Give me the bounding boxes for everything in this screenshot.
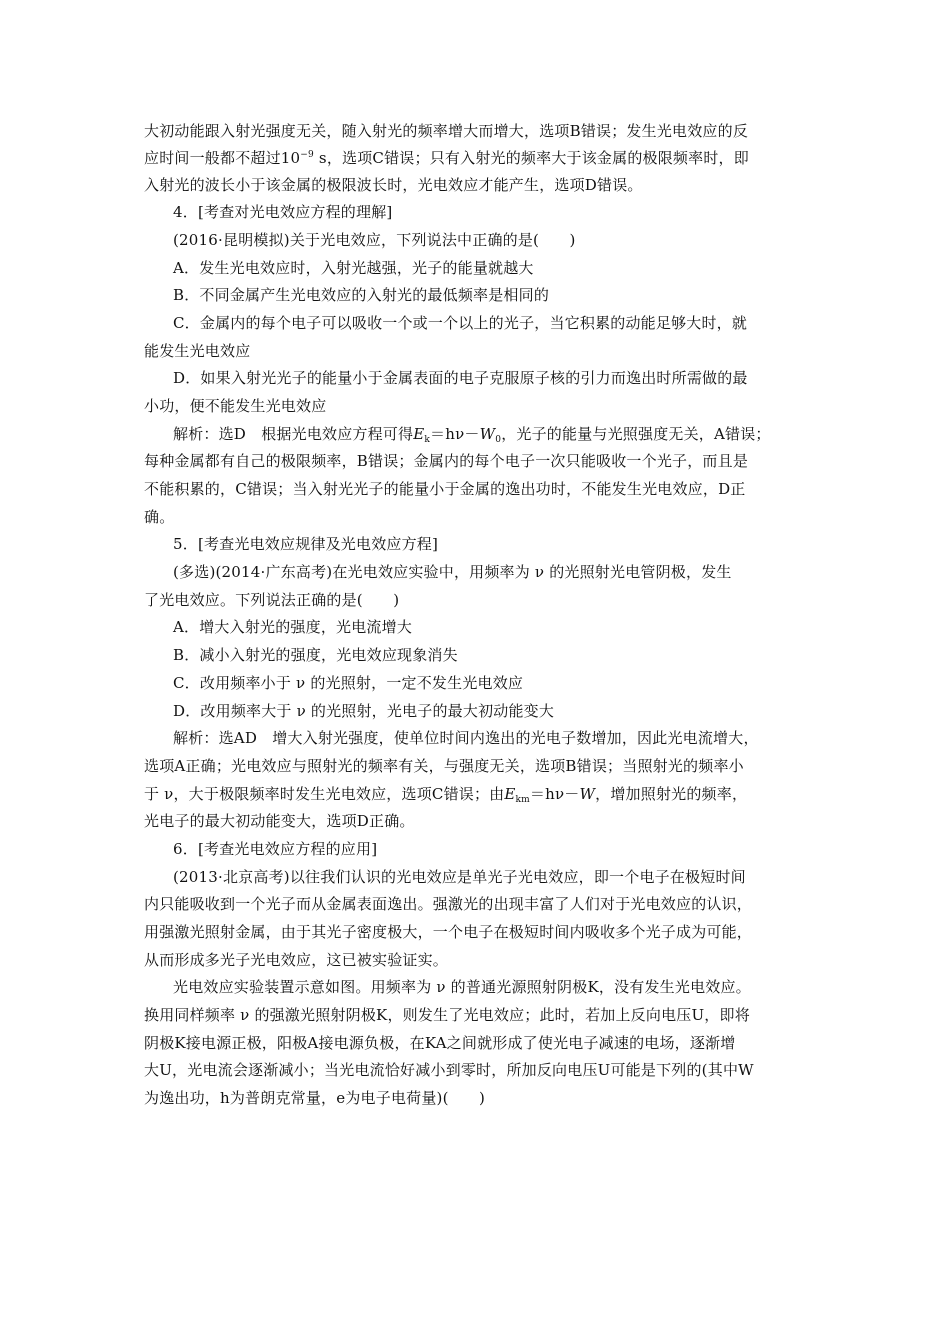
- question-4-answer: [173, 424, 824, 444]
- question-5-stem: (多选)(2014·广东高考)在光电效应实验中，用频率为 ν 的光照射光电管阴极，发生: [173, 563, 732, 581]
- text-fragment: 于 ν，大于极限频率时发生光电效应，选项C错误；由: [144, 785, 505, 803]
- question-4-stem: (2016·昆明模拟)关于光电效应，下列说法中正确的是( ): [173, 231, 576, 249]
- text-fragment: ，光子的能量与光照强度无关，A错误；: [501, 425, 771, 443]
- text-line: 入射光的波长小于该金属的极限波长时，光电效应才能产生，选项D错误。: [144, 176, 643, 194]
- question-4-option-a: A．发生光电效应时，入射光越强，光子的能量就越大: [173, 259, 534, 277]
- question-5-option-d: D．改用频率大于 ν 的光照射，光电子的最大初动能变大: [173, 702, 555, 720]
- question-6-paragraph-2-cont: 为逸出功，h为普朗克常量，e为电子电荷量)( ): [144, 1089, 486, 1107]
- text-fragment: ＝hν－: [529, 785, 580, 803]
- question-6-paragraph-2: 光电效应实验装置示意如图。用频率为 ν 的普通光源照射阴极K，没有发生光电效应。: [173, 978, 751, 996]
- symbol-w: W: [479, 425, 496, 443]
- question-6-paragraph-2-cont: 大U，光电流会逐渐减小；当光电流恰好减小到零时，所加反向电压U可能是下列的(其中W: [144, 1061, 754, 1079]
- question-4-answer-cont: 不能积累的，C错误；当入射光光子的能量小于金属的逸出功时，不能发生光电效应，D正: [144, 480, 746, 498]
- question-4-option-d-cont: 小功，便不能发生光电效应: [144, 397, 327, 415]
- question-5-option-c: C．改用频率小于 ν 的光照射，一定不发生光电效应: [173, 674, 524, 692]
- text-line: [144, 148, 824, 168]
- question-6-paragraph: (2013·北京高考)以往我们认识的光电效应是单光子光电效应，即一个电子在极短时间: [173, 868, 746, 886]
- question-5-answer-cont: [144, 784, 824, 804]
- text-fragment: s，选项C错误；只有入射光的频率大于该金属的极限频率时，即: [313, 149, 749, 167]
- question-4-title: 4．[考查对光电效应方程的理解]: [173, 203, 393, 221]
- question-6-title: 6．[考查光电效应方程的应用]: [173, 840, 378, 858]
- text-fragment: 解析：选D 根据光电效应方程可得: [173, 425, 414, 443]
- subscript: 0: [495, 435, 502, 445]
- question-5-answer: 解析：选AD 增大入射光强度，使单位时间内逸出的光电子数增加，因此光电流增大，: [173, 729, 759, 747]
- text-line: 大初动能跟入射光强度无关，随入射光的频率增大而增大，选项B错误；发生光电效应的反: [144, 122, 749, 140]
- question-5-answer-cont: 选项A正确；光电效应与照射光的频率有关，与强度无关，选项B错误；当照射光的频率小: [144, 757, 744, 775]
- question-6-paragraph-2-cont: 阴极K接电源正极，阳极A接电源负极，在KA之间就形成了使光电子减速的电场，逐渐增: [144, 1034, 736, 1052]
- question-4-answer-cont: 每种金属都有自己的极限频率，B错误；金属内的每个电子一次只能吸收一个光子，而且是: [144, 452, 749, 470]
- question-5-answer-cont: 光电子的最大初动能变大，选项D正确。: [144, 812, 415, 830]
- symbol-e: E: [413, 425, 425, 443]
- question-6-paragraph-cont: 从而形成多光子光电效应，这已被实验证实。: [144, 951, 449, 969]
- question-4-option-c: C．金属内的每个电子可以吸收一个或一个以上的光子，当它积累的动能足够大时，就: [173, 314, 748, 332]
- text-fragment: ，增加照射光的频率，: [595, 785, 748, 803]
- symbol-e: E: [504, 785, 516, 803]
- question-6-paragraph-cont: 用强激光照射金属，由于其光子密度极大，一个电子在极短时间内吸收多个光子成为可能，: [144, 923, 753, 941]
- question-4-answer-cont: 确。: [144, 508, 175, 526]
- text-fragment: ＝hν－: [430, 425, 480, 443]
- question-5-option-b: B．减小入射光的强度，光电效应现象消失: [173, 646, 458, 664]
- question-5-stem-cont: 了光电效应。下列说法正确的是( ): [144, 591, 400, 609]
- question-6-paragraph-2-cont: 换用同样频率 ν 的强激光照射阴极K，则发生了光电效应；此时，若加上反向电压U，即将: [144, 1006, 750, 1024]
- symbol-w: W: [579, 785, 596, 803]
- subscript: km: [515, 795, 530, 805]
- question-4-option-c-cont: 能发生光电效应: [144, 342, 251, 360]
- text-fragment: 应时间一般都不超过10: [144, 149, 301, 167]
- exponent: −9: [300, 150, 314, 160]
- question-6-paragraph-cont: 内只能吸收到一个光子而从金属表面逸出。强激光的出现丰富了人们对于光电效应的认识，: [144, 895, 753, 913]
- subscript: k: [424, 435, 431, 445]
- question-4-option-b: B．不同金属产生光电效应的入射光的最低频率是相同的: [173, 286, 550, 304]
- question-4-option-d: D．如果入射光光子的能量小于金属表面的电子克服原子核的引力而逸出时所需做的最: [173, 369, 748, 387]
- question-5-title: 5．[考查光电效应规律及光电效应方程]: [173, 535, 439, 553]
- question-5-option-a: A．增大入射光的强度，光电流增大: [173, 618, 413, 636]
